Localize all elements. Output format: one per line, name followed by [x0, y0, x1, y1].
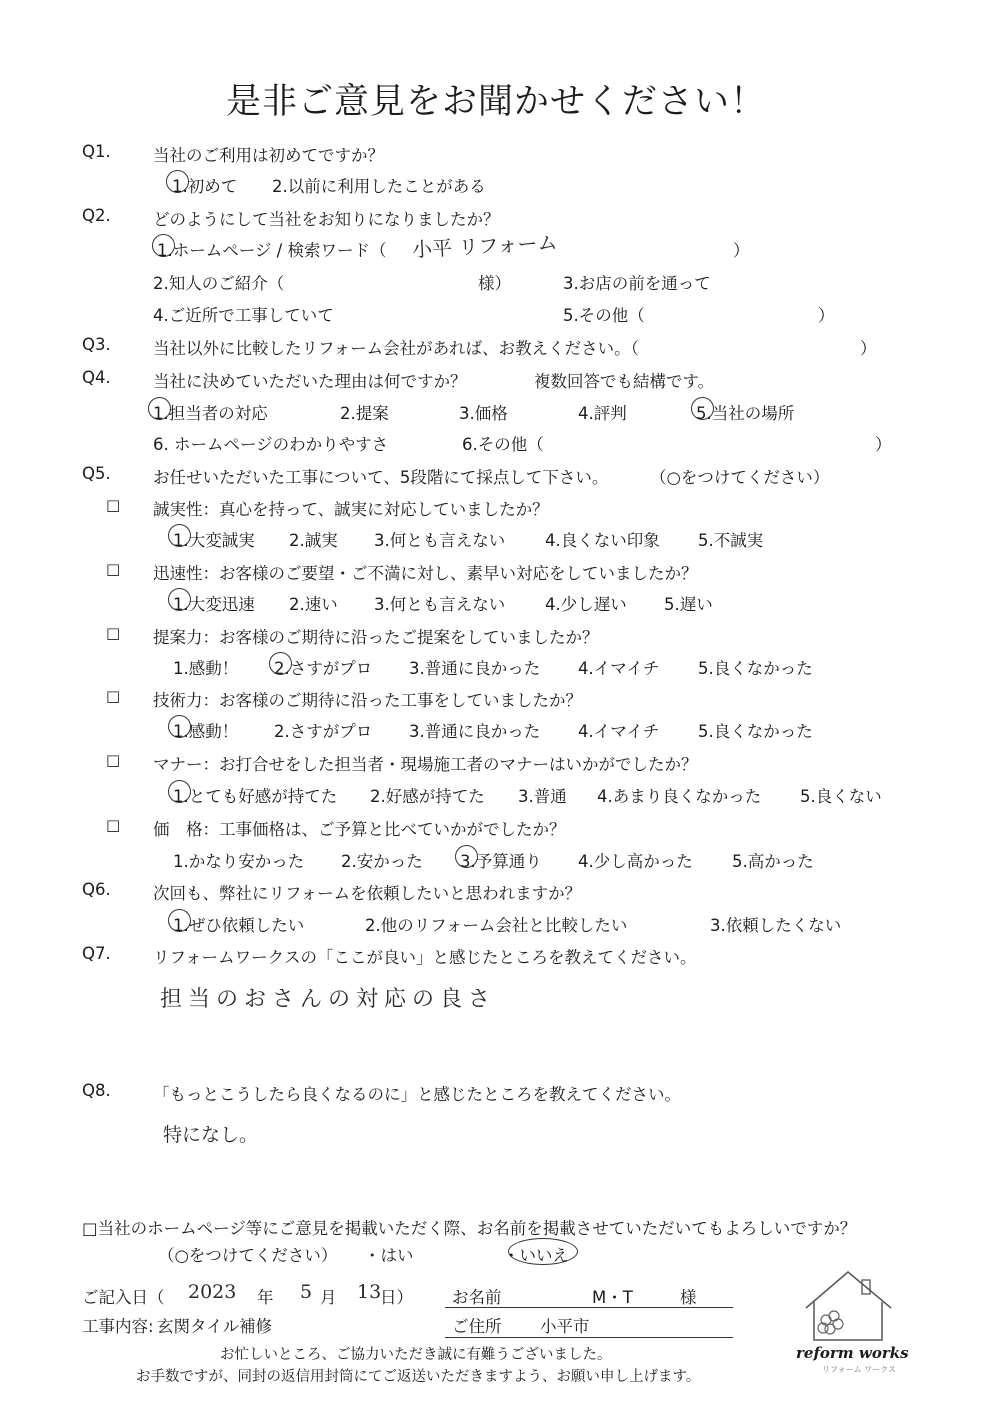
work-value: 玄関タイル補修 — [157, 1317, 273, 1336]
q7-text: リフォームワークスの「ここが良い」と感じたところを教えてください。 — [153, 948, 697, 967]
q5-item-option[interactable]: 3.普通に良かった — [409, 659, 541, 678]
date-label: ご記入日（ — [82, 1288, 165, 1307]
address-value: 小平市 — [540, 1317, 590, 1336]
q5-item-option[interactable]: 4.イマイチ — [578, 659, 660, 678]
q2-option-5[interactable]: 5.その他（ — [563, 306, 645, 325]
q1-number: Q1. — [82, 142, 111, 161]
name-value: M・T — [592, 1288, 633, 1307]
q3-number: Q3. — [82, 335, 111, 354]
q5-item-option[interactable]: 1.大変迅速 — [173, 595, 255, 614]
q8-number: Q8. — [82, 1081, 111, 1100]
q6-option-2[interactable]: 2.他のリフォーム会社と比較したい — [365, 916, 628, 935]
q5-item-option[interactable]: 3.普通に良かった — [409, 722, 541, 741]
q5-item-option[interactable]: 5.良くない — [800, 787, 882, 806]
q5-item-label: 誠実性：真心を持って、誠実に対応していましたか？ — [153, 500, 549, 519]
name-underline — [445, 1307, 733, 1308]
q5-item-option[interactable]: 4.少し遅い — [545, 595, 627, 614]
q5-item-option[interactable]: 2.速い — [289, 595, 338, 614]
q5-item-label: 価 格：工事価格は、ご予算と比べていかがでしたか？ — [153, 820, 566, 839]
work-label: 工事内容: — [82, 1317, 154, 1336]
q5-item-option[interactable]: 2.さすがプロ — [274, 722, 373, 741]
q5-item-option[interactable]: 4.あまり良くなかった — [597, 787, 762, 806]
company-logo — [796, 1268, 909, 1388]
q2-option-4[interactable]: 4.ご近所で工事していて — [153, 306, 334, 325]
q5-item-option[interactable]: 4.イマイチ — [578, 722, 660, 741]
q5-item-option[interactable]: 1.大変誠実 — [173, 531, 255, 550]
q6-number: Q6. — [82, 880, 111, 899]
q4-option-2[interactable]: 2.提案 — [340, 404, 389, 423]
q3-close-paren: ） — [860, 339, 877, 358]
q1-option-2[interactable]: 2.以前に利用したことがある — [272, 177, 486, 196]
q2-number: Q2. — [82, 206, 111, 225]
q4-text: 当社に決めていただいた理由は何ですか？ — [153, 372, 467, 391]
q5-note: （○をつけてください） — [650, 468, 830, 487]
q5-item-label: 迅速性：お客様のご要望・ご不満に対し、素早い対応をしていましたか？ — [153, 564, 698, 583]
checkbox[interactable]: □ — [106, 816, 121, 834]
q5-item-option[interactable]: 2.誠実 — [289, 531, 338, 550]
q5-item-option[interactable]: 1.かなり安かった — [173, 852, 305, 871]
q5-item-option[interactable]: 5.不誠実 — [698, 531, 764, 550]
date-year: 2023 — [188, 1281, 237, 1303]
checkbox[interactable]: □ — [106, 560, 121, 578]
q6-option-1[interactable]: 1.ぜひ依頼したい — [173, 916, 305, 935]
logo-subtitle: リフォーム ワークス — [822, 1365, 897, 1374]
q2-option-2[interactable]: 2.知人のご紹介（ — [153, 274, 285, 293]
date-tsuki: 月 — [320, 1288, 337, 1307]
address-underline — [445, 1337, 733, 1338]
logo-name: reform works — [796, 1344, 909, 1362]
consent-question: □当社のホームページ等にご意見を掲載いただく際、お名前を掲載させていただいてもよろしいですか？ — [82, 1219, 857, 1238]
q4-close-paren: ） — [875, 435, 892, 454]
q5-item-option[interactable]: 3.普通 — [518, 787, 567, 806]
name-sama: 様 — [680, 1288, 697, 1307]
q3-text: 当社以外に比較したリフォーム会社があれば、お教えください。（ — [153, 339, 639, 358]
q5-item-option[interactable]: 1.感動！ — [173, 659, 239, 678]
q5-item-option[interactable]: 4.少し高かった — [578, 852, 693, 871]
q5-item-option[interactable]: 1.とても好感が持てた — [173, 787, 338, 806]
thanks-line-2: お手数ですが、同封の返信用封筒にてご返送いただきますよう、お願い申し上げます。 — [136, 1369, 701, 1385]
q5-item-option[interactable]: 2.さすがプロ — [274, 659, 373, 678]
q1-text: 当社のご利用は初めてですか？ — [153, 146, 384, 165]
q5-item-option[interactable]: 3.何とも言えない — [374, 531, 506, 550]
q4-option-6[interactable]: 6. ホームページのわかりやすさ — [153, 435, 389, 454]
q2-close-paren: ） — [733, 241, 750, 260]
address-label: ご住所 — [452, 1317, 502, 1336]
q5-item-option[interactable]: 3.何とも言えない — [374, 595, 506, 614]
q5-item-option[interactable]: 2.安かった — [341, 852, 423, 871]
q5-number: Q5. — [82, 464, 111, 483]
q2-option-1[interactable]: 1.ホームページ / 検索ワード（ — [157, 241, 387, 260]
q4-option-3[interactable]: 3.価格 — [459, 404, 508, 423]
q5-item-option[interactable]: 4.良くない印象 — [545, 531, 660, 550]
q2-text: どのようにして当社をお知りになりましたか？ — [153, 210, 500, 229]
q4-option-4[interactable]: 4.評判 — [578, 404, 627, 423]
date-nen: 年 — [257, 1288, 274, 1307]
q5-item-option[interactable]: 5.遅い — [664, 595, 713, 614]
date-day: 13 — [357, 1281, 382, 1303]
consent-no[interactable]: ・いいえ — [503, 1246, 569, 1265]
q2-option-3[interactable]: 3.お店の前を通って — [563, 274, 711, 293]
q5-item-option[interactable]: 5.良くなかった — [698, 722, 813, 741]
checkbox[interactable]: □ — [106, 624, 121, 642]
thanks-line-1: お忙しいところ、ご協力いただき誠に有難うございました。 — [220, 1347, 612, 1363]
consent-note: （○をつけてください） — [158, 1246, 338, 1265]
name-label: お名前 — [452, 1288, 502, 1307]
q8-text: 「もっとこうしたら良くなるのに」と感じたところを教えてください。 — [153, 1085, 681, 1104]
q5-item-option[interactable]: 5.高かった — [732, 852, 814, 871]
q1-option-1[interactable]: 1.初めて — [172, 177, 238, 196]
page-title: 是非ご意見をお聞かせください！ — [225, 82, 766, 122]
q5-item-option[interactable]: 1.感動！ — [173, 722, 239, 741]
q4-option-other[interactable]: 6.その他（ — [462, 435, 544, 454]
date-nichi: 日） — [380, 1288, 413, 1307]
q6-text: 次回も、弊社にリフォームを依頼したいと思われますか？ — [153, 884, 582, 903]
q2-sama: 様） — [478, 274, 511, 293]
checkbox[interactable]: □ — [106, 751, 121, 769]
date-month: 5 — [300, 1281, 313, 1303]
consent-yes[interactable]: ・はい — [364, 1246, 414, 1265]
q5-item-label: 技術力：お客様のご期待に沿った工事をしていましたか？ — [153, 691, 582, 710]
q2-handwritten-answer: 小平 リフォーム — [411, 230, 558, 262]
checkbox[interactable]: □ — [106, 687, 121, 705]
q5-item-label: マナー：お打合せをした担当者・現場施工者のマナーはいかがでしたか？ — [153, 755, 698, 774]
q7-number: Q7. — [82, 944, 111, 963]
q8-handwritten-answer: 特になし。 — [163, 1124, 259, 1146]
q5-item-option[interactable]: 5.良くなかった — [698, 659, 813, 678]
q5-item-option[interactable]: 3.予算通り — [460, 852, 542, 871]
q5-item-option[interactable]: 2.好感が持てた — [370, 787, 485, 806]
q6-option-3[interactable]: 3.依頼したくない — [710, 916, 842, 935]
checkbox[interactable]: □ — [106, 496, 121, 514]
q4-number: Q4. — [82, 368, 111, 387]
q4-option-1[interactable]: 1.担当者の対応 — [153, 404, 268, 423]
q5-text: お任せいただいた工事について、5段階にて採点して下さい。 — [153, 468, 609, 487]
q7-handwritten-answer: 担当のおさんの対応の良さ — [160, 987, 497, 1012]
house-icon — [796, 1268, 906, 1348]
q4-option-5[interactable]: 5.当社の場所 — [696, 404, 795, 423]
q5-item-label: 提案力：お客様のご期待に沿ったご提案をしていましたか？ — [153, 628, 599, 647]
q2-close-paren-2: ） — [818, 306, 835, 325]
q4-note: 複数回答でも結構です。 — [534, 372, 715, 391]
